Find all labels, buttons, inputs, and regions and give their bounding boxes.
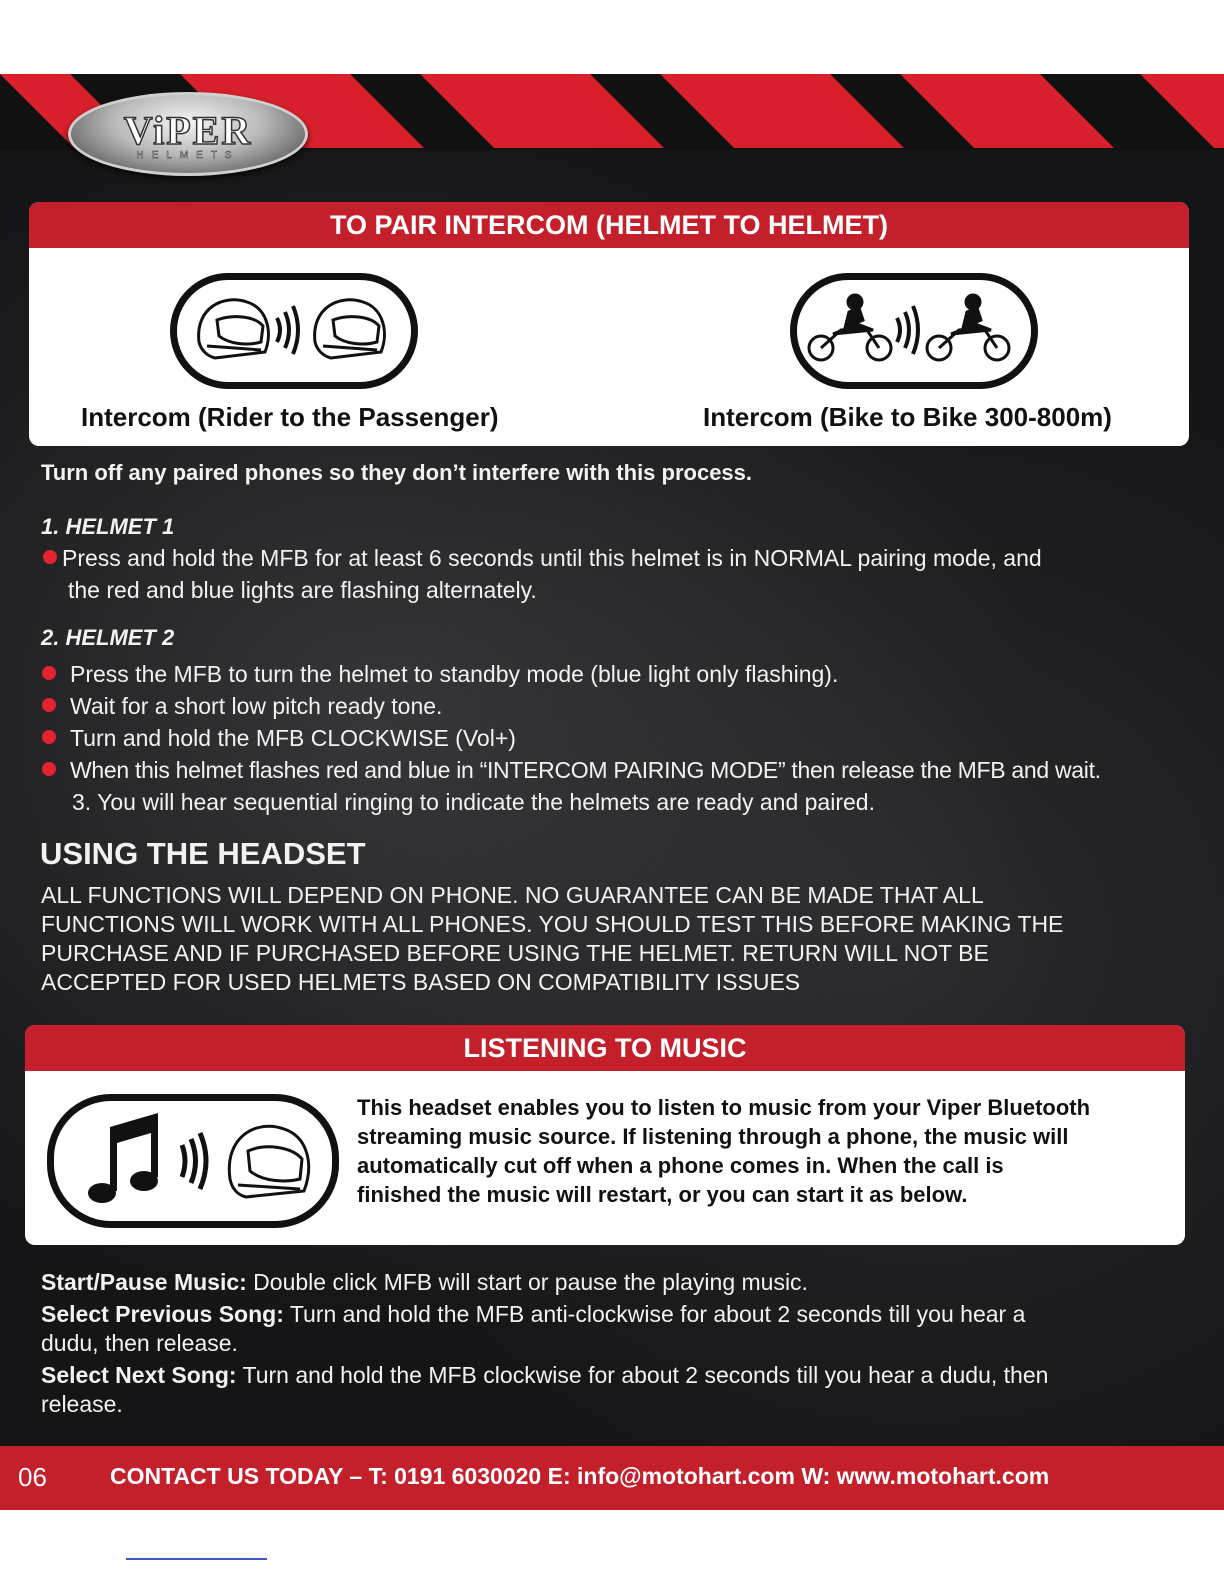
headset-line-4: ACCEPTED FOR USED HELMETS BASED ON COMPATIBILITY ISSUES — [41, 969, 801, 995]
previous-song-continuation: dudu, then release. — [41, 1330, 238, 1356]
start-pause-label: Start/Pause Music: — [41, 1269, 247, 1295]
intro-warning: Turn off any paired phones so they don’t interfere with this process. — [41, 460, 753, 485]
previous-song-label: Select Previous Song: — [41, 1301, 284, 1327]
page-number: 06 — [18, 1462, 47, 1492]
logo-brand: ViPER — [123, 108, 253, 153]
bike-to-bike-icon — [797, 280, 1031, 382]
music-to-helmet-icon — [54, 1101, 332, 1221]
start-pause-instruction — [41, 1269, 808, 1296]
music-panel — [25, 1025, 1185, 1245]
helmet-to-helmet-icon — [177, 280, 411, 382]
link-underline — [126, 1558, 267, 1560]
motorcycle-rider-icon — [809, 295, 891, 360]
caption-bike-to-bike: Intercom (Bike to Bike 300-800m) — [703, 402, 1112, 432]
bike-to-bike-pill — [790, 273, 1038, 389]
helmet2-bullet-4: When this helmet flashes red and blue in “INTERCOM PAIRING MODE” then release the MFB and wait. — [70, 757, 1101, 783]
pair-intercom-title: TO PAIR INTERCOM (HELMET TO HELMET) — [29, 202, 1189, 248]
headset-line-1: ALL FUNCTIONS WILL DEPEND ON PHONE. NO GUARANTEE CAN BE MADE THAT ALL — [41, 882, 984, 908]
sound-waves-icon — [277, 306, 298, 354]
next-song-text: Turn and hold the MFB clockwise for about 2 seconds till you hear a dudu, then — [236, 1362, 1049, 1388]
motorcycle-rider-icon — [927, 295, 1009, 360]
manual-page — [0, 74, 1224, 1510]
sound-waves-icon — [182, 1133, 206, 1189]
music-desc-line-1: This headset enables you to listen to music from your Viper Bluetooth — [357, 1095, 1091, 1120]
pair-intercom-panel — [29, 202, 1189, 446]
helmet2-bullet-1: Press the MFB to turn the helmet to standby mode (blue light only flashing). — [70, 661, 839, 687]
music-note-icon — [88, 1113, 158, 1203]
helmet2-bullet-3: Turn and hold the MFB CLOCKWISE (Vol+) — [70, 725, 516, 751]
previous-song-text: Turn and hold the MFB anti-clockwise for about 2 seconds till you hear a — [283, 1301, 1026, 1327]
music-desc-line-3: automatically cut off when a phone comes in. When the call is — [357, 1153, 1004, 1178]
music-desc-line-2: streaming music source. If listening through a phone, the music will — [357, 1124, 1069, 1149]
start-pause-text: Double click MFB will start or pause the playing music. — [246, 1269, 808, 1295]
bullet-dot — [42, 698, 56, 712]
headset-title: USING THE HEADSET — [40, 836, 366, 871]
footer-bar — [0, 1446, 1224, 1510]
helmet2-step3: 3. You will hear sequential ringing to indicate the helmets are ready and paired. — [72, 789, 875, 815]
next-song-continuation: release. — [41, 1391, 123, 1417]
helmet2-bullet-2: Wait for a short low pitch ready tone. — [70, 693, 443, 719]
contact-info: CONTACT US TODAY – T: 0191 6030020 E: info@motohart.com W: www.motohart.com — [110, 1463, 1050, 1489]
helmet-icon — [315, 300, 385, 358]
next-song-instruction — [41, 1362, 1048, 1389]
viper-logo — [68, 92, 308, 176]
helmet2-heading: 2. HELMET 2 — [41, 625, 175, 650]
headset-line-2: FUNCTIONS WILL WORK WITH ALL PHONES. YOU SHOULD TEST THIS BEFORE MAKING THE — [41, 911, 1064, 937]
caption-rider-passenger: Intercom (Rider to the Passenger) — [81, 402, 499, 432]
helmet-icon — [229, 1126, 308, 1197]
helmet1-step-line2: the red and blue lights are flashing alternately. — [68, 577, 537, 603]
music-desc-line-4: finished the music will restart, or you can start it as below. — [357, 1182, 968, 1207]
bullet-dot — [42, 666, 56, 680]
helmet1-step-line1: Press and hold the MFB for at least 6 seconds until this helmet is in NORMAL pairing mode, and — [62, 545, 1042, 571]
previous-song-instruction — [41, 1301, 1025, 1328]
bullet-dot — [42, 730, 56, 744]
next-song-label: Select Next Song: — [41, 1362, 237, 1388]
logo-subtitle: HELMETS — [136, 150, 240, 161]
bullet-dot — [42, 762, 56, 776]
helmet-icon — [199, 300, 269, 358]
headset-line-3: PURCHASE AND IF PURCHASED BEFORE USING THE HELMET. RETURN WILL NOT BE — [41, 940, 989, 966]
helmet1-heading: 1. HELMET 1 — [41, 514, 175, 539]
bullet-dot — [43, 550, 57, 564]
music-title: LISTENING TO MUSIC — [25, 1025, 1185, 1071]
sound-waves-icon — [897, 306, 918, 354]
rider-passenger-pill — [170, 273, 418, 389]
music-pill — [47, 1094, 339, 1228]
